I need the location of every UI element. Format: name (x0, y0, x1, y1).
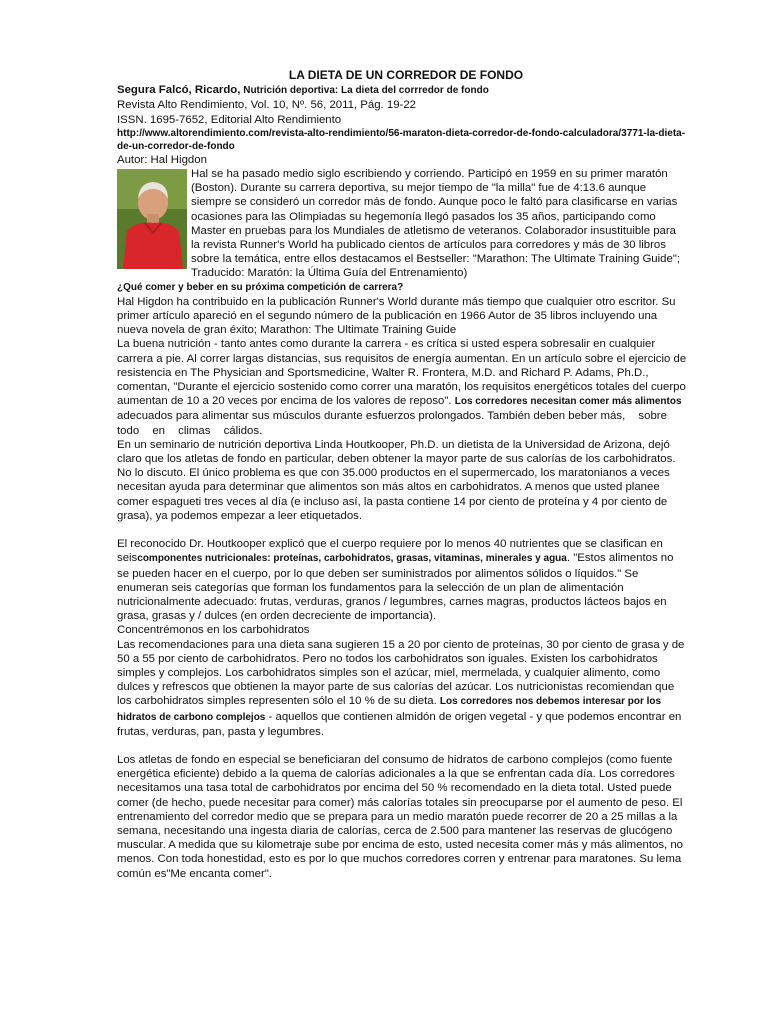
author-citation (117, 83, 687, 98)
paragraph-intro: Hal Higdon ha contribuido en la publicación Runner's World durante más tiempo que cualquier otro escritor. Su primer artículo apareció en el segundo número de la publicación en 1966 Autor de 35 libros incluyendo una nueva novela de gran éxito; Marathon: The Ultimate Training Guide (117, 295, 676, 337)
source-url[interactable]: http://www.altorendimiento.com/revista-alto-rendimiento/56-maraton-dieta-corredor-de-fondo-calculadora/3771-la-dieta-de-un-corredor-de-fondo (117, 127, 686, 152)
journal-line: Revista Alto Rendimiento, Vol. 10, Nº. 56, 2011, Pág. 19-22 (117, 99, 417, 112)
bio-text: Hal se ha pasado medio siglo escribiendo y corriendo. Participó en 1959 en su primer maratón (Boston). Durante su carrera deportiva, su mejor tiempo de "la milla" fue de 4:13.6 aunque siempre se consideró un corredor más de fondo. Aunque poco le faltó para clasificarse en varias ocasiones para las Olimpiadas su hegemonía llegó pasados los 35 años, participando como Master en pruebas para los Mundiales de atletismo de veteranos. Colaborador insustituible para la revista Runner's World ha publicado cientos de artículos para corredores y más de 30 libros sobre la temática, entre ellos destacamos el Bestseller: "Marathon: The Ultimate Training Guide"; Traducido: Maratón: la Última Guía del Entrenamiento) (191, 168, 681, 280)
paragraph-nutrients (117, 537, 687, 623)
paragraph-nutrition-bold: Los corredores necesitan comer más alimentos (454, 396, 682, 408)
paragraph-nutrition (117, 337, 687, 437)
article (117, 68, 687, 881)
author-line: Autor: Hal Higdon (117, 153, 207, 166)
paragraph-nutrients-bold: componentes nutricionales: proteínas, carbohidratos, grasas, vitaminas, minerales y agua (137, 553, 567, 565)
author-name: Segura Falcó, Ricardo, (117, 84, 241, 97)
paragraph-recommendations-c: - aquellos que contienen almidón de origen vegetal - y que podemos encontrar en frutas, verduras, pan, pasta y legumbres. (117, 710, 682, 738)
citation-title: Nutrición deportiva: La dieta del corrredor de fondo (240, 85, 489, 97)
author-bio (117, 167, 687, 281)
paragraph-nutrition-c: adecuados para alimentar sus músculos durante esfuerzos prolongados. También deben beber más, (117, 410, 626, 423)
article-title: LA DIETA DE UN CORREDOR DE FONDO (288, 68, 524, 82)
issn-line: ISSN. 1695-7652, Editorial Alto Rendimiento (117, 113, 342, 126)
paragraph-recommendations (117, 638, 687, 739)
section-question: ¿Qué comer y beber en su próxima competición de carrera? (117, 281, 404, 293)
subheading-carbohydrates: Concentrémonos en los carbohidratos (117, 624, 310, 637)
author-photo (117, 169, 187, 269)
paragraph-nutrition-a: La buena nutrición - tanto antes como durante la carrera - es crítica si usted espera sobresalir en cualquier carrera a pie. Al correr largas distancias, sus requisitos de energía aumentan. En un artículo sobre el ejercicio de resistencia en The Physician and Sportsmedicine, Walter R. Frontera, M.D. and Richard P. Adams, Ph.D., comentan, "Durante el ejercicio sostenido como correr una maratón, los requisitos energéticos totales del cuerpo aumentan de 10 a 20 veces por encima de los valores de reposo". (117, 338, 687, 408)
paragraph-athletes: Los atletas de fondo en especial se beneficiaran del consumo de hidratos de carbono complejos (como fuente energética eficiente) debido a la quema de calorías adicionales a la que se enfrentan cada día. Los corredores necesitamos una tasa total de carbohidratos por encima del 50 % recomendado en la dieta total. Usted puede comer (de hecho, puede necesitar para comer) más calorías totales sin preocuparse por el aumento de peso. El entrenamiento del corredor medio que se prepara para un medio maratón puede recorrer de 20 a 25 millas a la semana, necesitando una ingesta diaria de calorías, cerca de 2.500 para mantener las reservas de glucógeno muscular. A medida que su kilometraje sube por encima de esto, usted necesita comer más y más alimentos, no menos. Con toda honestidad, esto es por lo que muchos corredores corren y entrenar para maratones. Su lema común es"Me encanta comer". (117, 753, 684, 880)
paragraph-seminar: En un seminario de nutrición deportiva Linda Houtkooper, Ph.D. un dietista de la Universidad de Arizona, dejó claro que los atletas de fondo en particular, deben obtener la mayor parte de sus calorías de los carbohidratos. (117, 438, 676, 466)
paragraph-nutrients-a: El reconocido Dr. Houtkooper explicó que el cuerpo requiere por lo menos 40 nutrientes que se clasifican en seis (117, 538, 663, 565)
paragraph-products: No lo discuto. El único problema es que con 35.000 productos en el supermercado, los maratonianos a veces necesitan ayuda para determinar que alimentos son más altos en carbohidratos. A menos que usted planee comer espagueti tres veces al día (e incluso así, la pasta contiene 14 por ciento de proteína y 4 por ciento de grasa), ya podemos empezar a leer etiquetados. (117, 467, 670, 522)
paragraph-nutrition-d: sobre todo en climas cálidos. (117, 410, 667, 437)
paragraph-recommendations-a: Las recomendaciones para una dieta sana sugieren 15 a 20 por ciento de proteínas, 30 por ciento de grasa y de 50 a 55 por ciento de carbohidratos. Pero no todos los carbohidratos son iguales. Existen los carbohidratos simples y complejos. Los carbohidratos simples son el azúcar, miel, mermelada, y cualquier alimento, como dulces y refrescos que obtienen la mayor parte de sus calorías del azúcar. Los nutricionistas recomiendan que los carbohidratos simples representen sólo el 10 % de su dieta. (117, 638, 685, 708)
paragraph-nutrients-c: . "Estos alimentos no se pueden hacer en el cuerpo, por lo que deben ser suministrados por alimentos sólidos o líquidos." Se enumeran seis categorías que forman los fundamentos para la selección de un plan de alimentación nutricionalmente adecuado: frutas, verduras, granos / legumbres, carnes magras, productos lácteos bajos en grasa, grasas y / dulces (en orden decreciente de importancia). (117, 552, 674, 623)
paragraph-recommendations-bold: Los corredores nos debemos interesar por los hidratos de carbono complejos (117, 696, 662, 723)
